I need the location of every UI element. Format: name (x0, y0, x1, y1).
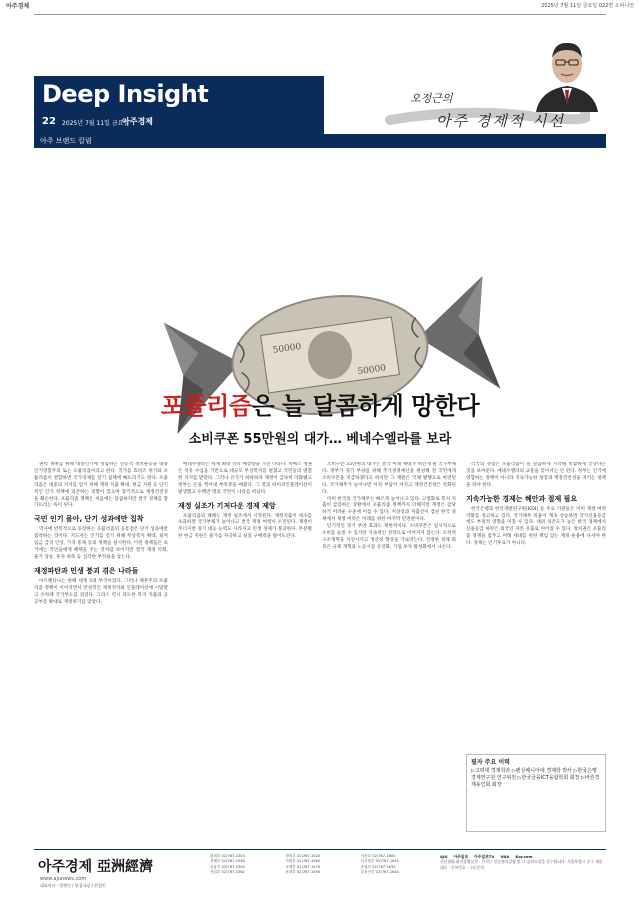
page-number: 22 (42, 116, 56, 127)
column-name: 아주 경제적 시선 (436, 112, 565, 130)
brand-column-bar (34, 134, 606, 148)
author-bio: ▷고려대 경제학과 ▷펜실베니아대 경제학 박사 ▷한국은행 경제연구원 연구위원 ▷한국금융ICT융합학회 회장 ▷바른경제동인회 회장 (471, 768, 600, 788)
article-headline (0, 386, 640, 421)
paragraph: 각국의 경험은 포퓰리즘이 늘 달콤하게 시작해 비참하게 끝난다는 것을 보여준다. 베네수엘라의 교훈을 잊어서는 안 된다. 정부는 인기에 영합하는 정책이 아니라 지속가능한 성장과 재정건전성을 지키는 정책을 펴야 한다. (466, 462, 606, 488)
headline-highlight: 포퓰리즘 (160, 392, 252, 420)
header-rule (34, 14, 606, 15)
footer-logo: 아주경제 亞洲經濟 (38, 859, 153, 875)
section-title: Deep Insight (42, 80, 209, 108)
directory-entry: 정치부 02)767-1520 (285, 854, 321, 858)
partner-logo: 아주일보TV (474, 854, 495, 859)
department-directory (210, 854, 430, 896)
directory-entry: 경제부 02)767-1548 (210, 859, 245, 864)
columnist-portrait (532, 30, 602, 112)
paragraph: 역사에 반복적으로 등장하는 포퓰리즘의 공통점은 단기 성과에만 집착하는 것이다. 지도자는 인기를 얻기 위해 무상복지 확대, 최저임금 급격 인상, 가격 통제 등의 정책을 실시한다. 이런 정책들은 초기에는 국민들에게 혜택을 주는 것처럼 보이지만 결국 재정 악화, 물가 상승, 투자 위축 등 심각한 부작용을 낳는다. (34, 527, 168, 560)
footer-legal-text: 신문협회·윤리강령실천 · 본지는 신문윤리강령 및 그 실천요강을 준수합니다. 서울특별시 중구 세종대로 · 등록번호 · 구독문의 (440, 859, 603, 870)
candy-illustration (0, 150, 640, 510)
section-heading: 재정파탄과 민생 붕괴 겪은 나라들 (34, 566, 139, 575)
banner-paper-name: 아주경제 (122, 116, 153, 126)
svg-text:50000: 50000 (356, 363, 387, 378)
headline-rest: 은 늘 달콤하게 망한다 (251, 392, 480, 420)
paragraph: 이미 한국의 국가채무는 빠르게 늘어나고 있다. 고령화로 복지 지출이 급증하는 상황에서 포퓰리즘 정책까지 더해지면 재정은 감당하기 어려운 수준에 이를 수 있다. 저성장과 저출산이 겹친 한국 경제에서 재정 여력은 미래를 위한 마지막 안전판이다. (322, 496, 456, 523)
columnist-name: 오정근의 (410, 92, 453, 105)
partner-logo: VNA (500, 854, 510, 859)
partner-logo: 아주일보 (453, 854, 469, 859)
partner-logo: Kor.com (515, 854, 533, 859)
directory-entry: 부동산부 02)767-1640 (360, 870, 399, 875)
paragraph: 단기적인 경기 부양 효과도 제한적이다. 소비쿠폰은 일시적으로 소비를 늘릴 수 있지만 지속적인 성장으로 이어지지 않는다. 오히려 구조개혁을 지연시키고 생산성 향상을 가로막는다. 진정한 경제 회복은 규제 개혁과 노동시장 유연화, 기업 투자 활성화에서 나온다. (322, 524, 456, 550)
directory-entry: 국제부 02)767-1570 (285, 864, 321, 869)
directory-entry: 문화부 02)767-1590 (285, 870, 321, 875)
brand-column-label: 아주 브랜드 칼럼 (40, 137, 92, 145)
masthead-footer (34, 849, 606, 897)
body-column-4 (466, 462, 606, 742)
directory-entry: 증권부 02)767-1630 (360, 864, 396, 869)
paragraph: 한국은행과 한국개발연구원(KDI) 등 주요 기관들은 이미 재정 여력 약화를 경고하고 있다. 국가채무 비율이 계속 상승하면 국가신용등급에도 부정적 영향을 미칠 수 있다. 대외 의존도가 높은 한국 경제에서 신용등급 하락은 외국인 자본 유출로 이어질 수 있다. 정치권은 포퓰리즘 경쟁을 멈추고 미래 세대를 위한 책임 있는 재정 운용에 나서야 한다. 경제는 인기투표가 아니다. (466, 506, 606, 547)
body-column-2 (178, 462, 312, 850)
paragraph: 베네수엘라는 세계 최대 석유 매장량을 가진 나라다. 차베스 정권은 석유 수입을 기반으로 대규모 무상복지를 펼쳤고 국민들의 열렬한 지지를 받았다. 그러나 유가가 하락하자 재정이 급속히 악화됐고 정부는 돈을 찍어내 부족분을 메웠다. 그 결과 하이퍼인플레이션이 발생했고 수백만 명의 국민이 나라를 떠났다. (178, 462, 312, 495)
paragraph: 포퓰리즘의 폐해는 재정 실조에서 시작된다. 재정지출이 세수를 초과하면 국가부채가 늘어나고 결국 재정 여력이 소진된다. 재정이 무너지면 경기 대응 능력도 사라지고 민생 경제가 붕괴한다. 무분별한 현금 지원은 물가를 자극하고 실질 구매력을 떨어뜨린다. (178, 513, 312, 540)
paper-name: 아주경제 (6, 2, 30, 10)
partner-logo: AJU (440, 854, 448, 859)
svg-text:50000: 50000 (272, 341, 302, 356)
article-subhead: 소비쿠폰 55만원의 대가… 베네수엘라를 보라 (188, 432, 452, 447)
directory-entry: 산업부 02)767-1562 (210, 870, 245, 875)
author-profile-box (466, 754, 606, 832)
directory-entry: 사진부 02)767-1600 (360, 854, 396, 858)
issue-date: 2025년 7월 11일 금요일 (62, 120, 130, 127)
directory-entry: 디지털부 02)767-1610 (360, 859, 399, 864)
body-column-3 (322, 462, 456, 850)
footer-people: 대표이사 · 발행인 / 편집국장 / 편집인 (40, 883, 106, 888)
directory-entry: 사회부 02)767-1582 (285, 859, 321, 864)
issue-meta: 2025년 7월 11일 금요일 022면 오피니언 (541, 2, 634, 9)
paragraph: 소비쿠폰 55만원의 대가는 결국 미래 세대가 떠안게 될 국가부채다. 정부가 경기 부양을 위해 추가경정예산을 편성해 전 국민에게 소비쿠폰을 지급하겠다고 하지만 그 재원은 국채 발행으로 마련된다. 국가채무가 늘어나면 이자 부담이 커지고 재정건전성은 악화된다. (322, 462, 456, 495)
section-heading: 지속가능한 경제는 혜안과 절제 필요 (466, 494, 578, 503)
paragraph: 아르헨티나는 한때 세계 5대 부국이었다. 그러나 페론주의 포퓰리즘 정책이 이어지면서 만성적인 재정적자와 인플레이션에 시달렸고 수차례 국가부도를 겪었다. 그리스 역시 과도한 복지 지출과 공공부문 확대로 재정위기를 맞았다. (34, 578, 168, 605)
footer-partners (440, 854, 604, 870)
top-bar (0, 0, 640, 10)
section-heading: 재정 실조가 기저다운 경제 제앙 (178, 501, 276, 510)
body-column-1 (34, 462, 168, 850)
footer-url[interactable]: www.ajunews.com (40, 876, 87, 882)
directory-entry: 금융부 02)767-1500 (210, 864, 245, 869)
author-box-label: 필자 주요 이력 (471, 759, 510, 766)
paragraph: 권력 쟁취를 위해 대중인기에 영합하는 선동적 정치운동을 대중인기영합주의 또는 포퓰리즘이라고 한다. 국가를 효비즈 위기와 포퓰리즘이 결합하면 국가경제를 장기 침체에 빠뜨리기도 한다. 포퓰리즘은 대중의 지지를 얻기 위해 재정 지출 확대, 현금 지원 등 단기적인 인기 정책에 의존하는 경향이 있으며 장기적으로 재정건전성을 훼손한다. 포퓰리즘 정책은 처음에는 달콤하지만 결국 경제를 망가뜨리는 독이 된다. (34, 462, 168, 509)
section-heading: 국민 인기 몰아, 단기 성과에만 집착 (34, 515, 144, 524)
directory-entry: 편집부 02)767-1503 (210, 854, 245, 858)
section-banner (34, 76, 324, 134)
